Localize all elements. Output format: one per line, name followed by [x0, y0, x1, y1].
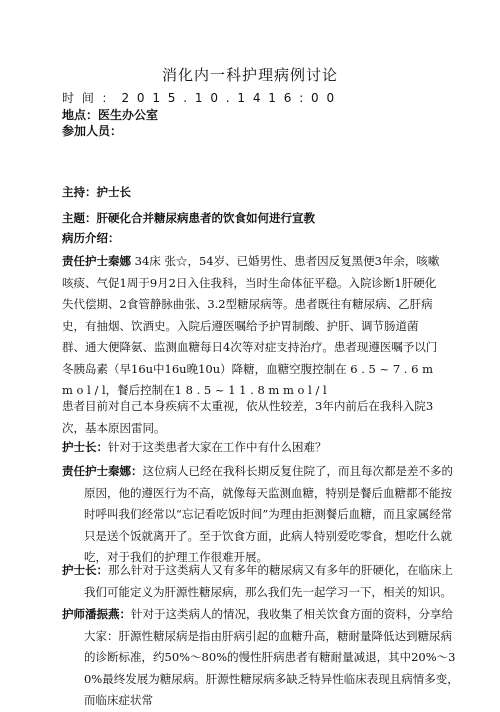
case-history-note-text: 患者目前对自己本身疾病不太重视，依从性较差，3年内前后在我科入院3次，基本原因雷同。 — [62, 399, 434, 435]
case-history-text: 34床 张☆，54岁、已婚男性、患者因反复黑便3年余，咳嗽咳痰、气促1周于9月2日入住我科，当时生命体征平稳。入院诊断1肝硬化失代偿期、2食管静脉曲张、3.2型糖尿病等。患者既往有糖尿病、乙肝病史，有抽烟、饮酒史。入院后遵医嘱给予护胃制酸、护肝、调节肠道菌群、通大便降氨、监测血糖每日4次等对症支持治疗。患者现遵医嘱予以门冬胰岛素（早16u中16u晚10u）降糖，血糖空腹控制在 6 . 5 ~ 7 . 6 m m o l / l，餐后控制在1 8 . 5 ~ 1 1 . 8 m m o l / l — [62, 254, 440, 397]
speaker-label: 责任护士秦娜 — [62, 254, 131, 268]
dialogue-entry — [62, 604, 462, 712]
dialogue-text: 这位病人已经在我科长期反复住院了，而且每次都是差不多的原因，他的遵医行为不高，就像每天监测血糖，特别是餐后血糖都不能按时呼叫我们经常以“忘记看吃饭时间”为理由拒测餐后血糖，而且家属经常只是送个饭就离开了。至于饮食方面，此病人特别爱吃零食，想吃什么就吃，对于我们的护理工作很难开展。 — [84, 464, 453, 564]
case-history-note — [62, 396, 440, 439]
meeting-time: 时 间 ： 2 0 1 5 . 1 0 . 1 4 1 6 : 0 0 — [62, 91, 337, 105]
speaker-label: 责任护士秦娜： — [62, 464, 143, 478]
speaker-label: 护师潘振燕： — [62, 607, 131, 621]
meeting-attendees: 参加人员： — [62, 124, 123, 138]
case-history — [62, 251, 440, 402]
host-line: 主持：护士长 — [62, 185, 131, 199]
meeting-place: 地点：医生办公室 — [62, 108, 159, 122]
dialogue-text: 那么针对于这类病人又有多年的糖尿病又有多年的肝硬化，在临床上我们可能定义为肝源性糖尿病，那么我们先一起学习一下，相关的知识。 — [84, 563, 453, 599]
dialogue-text: 针对于这类患者大家在工作中有什么困难？ — [108, 440, 327, 454]
page-title: 消化内一科护理病例讨论 — [161, 66, 338, 84]
topic-line: 主题：肝硬化合并糖尿病患者的饮食如何进行宣教 — [62, 211, 315, 225]
dialogue-entry — [62, 560, 462, 603]
history-heading: 病历介绍： — [62, 231, 120, 245]
dialogue-entry — [62, 437, 462, 459]
speaker-label: 护士长： — [62, 563, 108, 577]
dialogue-text: 针对于这类病人的情况，我收集了相关饮食方面的资料，分享给大家：肝源性糖尿病是指由肝病引起的血糖升高，糖耐量降低达到糖尿病的诊断标准，约50%～80%的慢性肝病患者有糖耐量减退，其中20%～30%最终发展为糖尿病。肝源性糖尿病多缺乏特异性临床表现且病情多变，而临床症状常 — [84, 607, 459, 707]
dialogue-entry — [62, 461, 462, 569]
speaker-label: 护士长： — [62, 440, 108, 454]
